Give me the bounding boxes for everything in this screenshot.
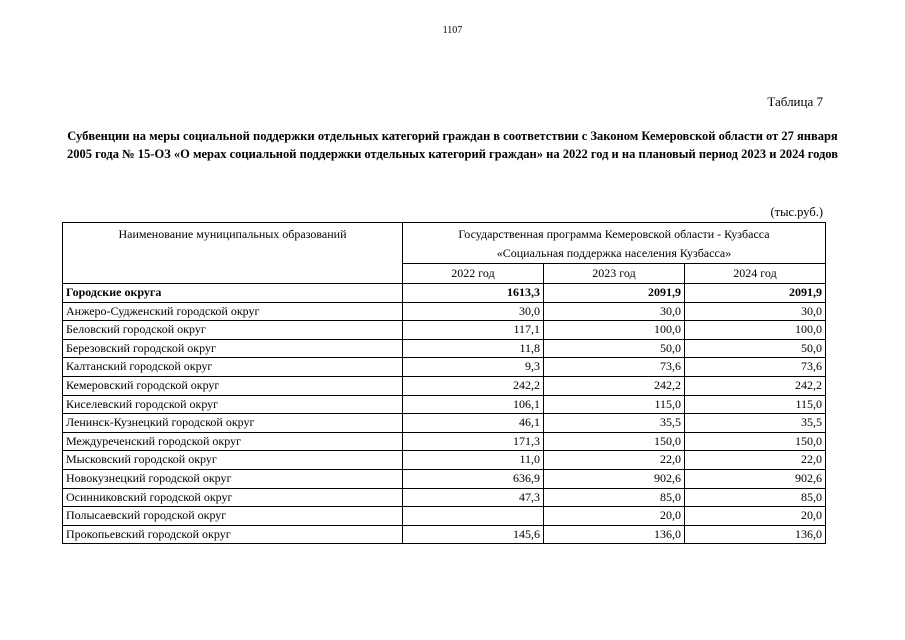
value-2022: 636,9 <box>403 469 544 488</box>
value-2023: 115,0 <box>544 395 685 414</box>
table-row <box>63 395 826 414</box>
value-2024: 20,0 <box>685 507 826 526</box>
value-2024: 115,0 <box>685 395 826 414</box>
row-name: Ленинск-Кузнецкий городской округ <box>63 414 403 433</box>
value-2022: 11,0 <box>403 451 544 470</box>
row-name: Кемеровский городской округ <box>63 376 403 395</box>
value-2023: 20,0 <box>544 507 685 526</box>
col-header-program <box>403 223 826 264</box>
value-2024: 50,0 <box>685 339 826 358</box>
value-2023: 22,0 <box>544 451 685 470</box>
subsidies-table <box>62 222 826 544</box>
row-name: Березовский городской округ <box>63 339 403 358</box>
table-row <box>63 488 826 507</box>
value-2023: 100,0 <box>544 321 685 340</box>
value-2022 <box>403 507 544 526</box>
value-2024: 2091,9 <box>685 284 826 303</box>
value-2023: 2091,9 <box>544 284 685 303</box>
table-row <box>63 451 826 470</box>
value-2022: 242,2 <box>403 376 544 395</box>
table-row <box>63 376 826 395</box>
table-row <box>63 339 826 358</box>
value-2022: 30,0 <box>403 302 544 321</box>
table-row <box>63 302 826 321</box>
table-label: Таблица 7 <box>767 94 823 109</box>
value-2024: 150,0 <box>685 432 826 451</box>
value-2022: 1613,3 <box>403 284 544 303</box>
table-row-total <box>63 284 826 303</box>
value-2024: 85,0 <box>685 488 826 507</box>
value-2022: 106,1 <box>403 395 544 414</box>
value-2024: 136,0 <box>685 525 826 544</box>
row-name: Киселевский городской округ <box>63 395 403 414</box>
value-2022: 47,3 <box>403 488 544 507</box>
table-row <box>63 358 826 377</box>
table-row <box>63 321 826 340</box>
row-name: Прокопьевский городской округ <box>63 525 403 544</box>
value-2022: 117,1 <box>403 321 544 340</box>
row-name: Междуреченский городской округ <box>63 432 403 451</box>
col-header-2023: 2023 год <box>544 264 685 284</box>
table-row <box>63 414 826 433</box>
program-header-line2: «Социальная поддержка населения Кузбасса» <box>496 246 732 260</box>
row-name: Анжеро-Судженский городской округ <box>63 302 403 321</box>
value-2022: 46,1 <box>403 414 544 433</box>
value-2023: 50,0 <box>544 339 685 358</box>
row-name: Беловский городской округ <box>63 321 403 340</box>
row-name: Городские округа <box>63 284 403 303</box>
value-2022: 145,6 <box>403 525 544 544</box>
value-2023: 85,0 <box>544 488 685 507</box>
value-2024: 902,6 <box>685 469 826 488</box>
value-2023: 242,2 <box>544 376 685 395</box>
value-2023: 902,6 <box>544 469 685 488</box>
units-label: (тыс.руб.) <box>770 205 823 219</box>
program-header-line1: Государственная программа Кемеровской области - Кузбасса <box>458 227 770 241</box>
page-number: 1107 <box>442 25 463 36</box>
value-2023: 35,5 <box>544 414 685 433</box>
value-2022: 9,3 <box>403 358 544 377</box>
value-2024: 73,6 <box>685 358 826 377</box>
row-name: Новокузнецкий городской округ <box>63 469 403 488</box>
value-2023: 150,0 <box>544 432 685 451</box>
col-header-municipality: Наименование муниципальных образований <box>63 223 403 284</box>
col-header-2022: 2022 год <box>403 264 544 284</box>
value-2023: 30,0 <box>544 302 685 321</box>
document-title: Субвенции на меры социальной поддержки отдельных категорий граждан в соответствии с Законом Кемеровской области от 27 января 2005 года № 15-ОЗ «О мерах социальной поддержки отдельных категорий граждан» на 2022 год и на плановый период 2023 и 2024 годов <box>67 129 838 161</box>
row-name: Полысаевский городской округ <box>63 507 403 526</box>
value-2022: 11,8 <box>403 339 544 358</box>
col-header-2024: 2024 год <box>685 264 826 284</box>
table-row <box>63 525 826 544</box>
table-header-row <box>63 223 826 264</box>
value-2024: 30,0 <box>685 302 826 321</box>
value-2024: 242,2 <box>685 376 826 395</box>
value-2024: 35,5 <box>685 414 826 433</box>
row-name: Осинниковский городской округ <box>63 488 403 507</box>
value-2022: 171,3 <box>403 432 544 451</box>
row-name: Мысковский городской округ <box>63 451 403 470</box>
value-2023: 136,0 <box>544 525 685 544</box>
table-row <box>63 469 826 488</box>
table-row <box>63 432 826 451</box>
value-2024: 100,0 <box>685 321 826 340</box>
value-2023: 73,6 <box>544 358 685 377</box>
row-name: Калтанский городской округ <box>63 358 403 377</box>
table-row <box>63 507 826 526</box>
value-2024: 22,0 <box>685 451 826 470</box>
